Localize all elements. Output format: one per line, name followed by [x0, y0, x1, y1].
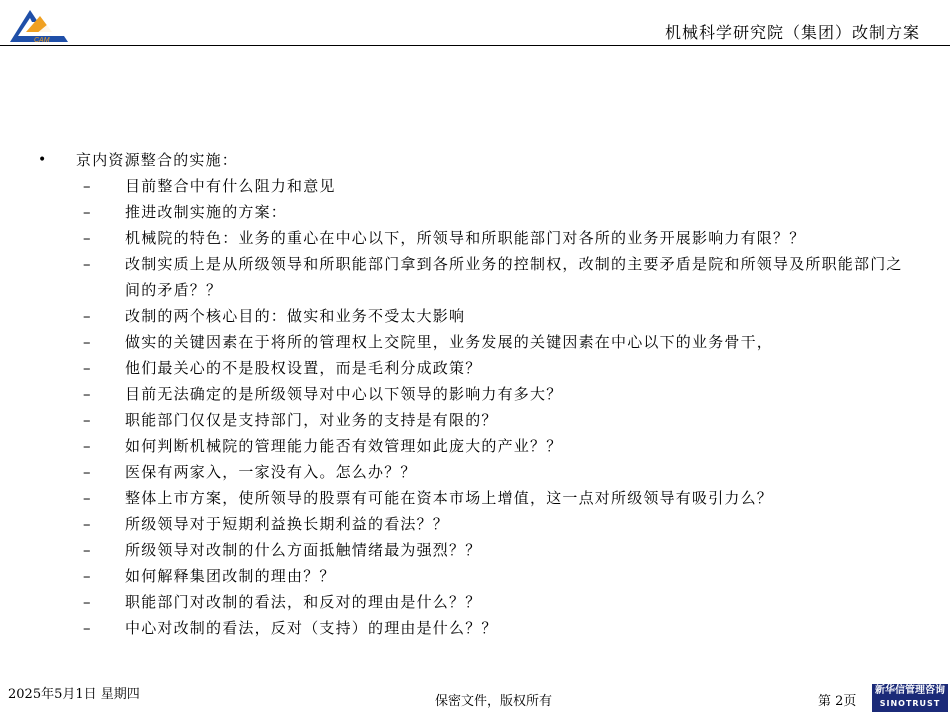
sinotrust-logo-cn: 新华信管理咨询	[875, 685, 945, 696]
bullet-icon: •	[38, 152, 48, 168]
page-number: 第 2页	[818, 694, 857, 709]
sinotrust-logo-en: SINOTRUST	[879, 699, 941, 708]
list-item-text: 如何判断机械院的管理能力能否有效管理如此庞大的产业？？	[125, 437, 563, 455]
list-item-text: 职能部门仅仅是支持部门，对业务的支持是有限的？	[125, 411, 498, 429]
dash-icon: –	[83, 567, 92, 585]
dash-icon: –	[83, 359, 92, 377]
list-item-text: 所级领导对改制的什么方面抵触情绪最为强烈？？	[125, 541, 482, 559]
logo-text: CAM	[34, 37, 50, 44]
list-item-text: 所级领导对于短期利益换长期利益的看法？？	[125, 515, 450, 533]
list-item	[38, 199, 918, 225]
list-item	[38, 589, 918, 615]
list-item-text: 目前无法确定的是所级领导对中心以下领导的影响力有多大？	[125, 385, 563, 403]
list-item	[38, 563, 918, 589]
dash-icon: –	[83, 229, 92, 247]
dash-icon: –	[83, 541, 92, 559]
list-item	[38, 615, 918, 641]
main-bullet-text: 京内资源整合的实施：	[76, 151, 239, 169]
list-item-text: 改制的两个核心目的：做实和业务不受太大影响	[125, 307, 466, 325]
dash-icon: –	[83, 437, 92, 455]
list-item	[38, 537, 918, 563]
list-item	[38, 459, 918, 485]
header-divider	[0, 45, 950, 46]
list-item-text: 整体上市方案，使所领导的股票有可能在资本市场上增值，这一点对所级领导有吸引力么？	[125, 489, 774, 507]
list-item-text: 机械院的特色：业务的重心在中心以下，所领导和所职能部门对各所的业务开展影响力有限？？	[125, 229, 806, 247]
list-item	[38, 251, 918, 303]
list-item	[38, 303, 918, 329]
dash-icon: –	[83, 333, 92, 351]
dash-icon: –	[83, 489, 92, 507]
main-bullet	[38, 147, 918, 173]
cam-logo	[8, 6, 70, 44]
list-item-text: 推进改制实施的方案：	[125, 203, 288, 221]
sinotrust-logo	[872, 684, 948, 712]
list-item-text: 职能部门对改制的看法，和反对的理由是什么？？	[125, 593, 482, 611]
dash-icon: –	[83, 385, 92, 403]
page-title: 机械科学研究院（集团）改制方案	[664, 23, 920, 42]
list-item-text: 做实的关键因素在于将所的管理权上交院里，业务发展的关键因素在中心以下的业务骨干，	[125, 333, 774, 351]
list-item-text: 目前整合中有什么阻力和意见	[125, 177, 336, 195]
list-item	[38, 433, 918, 459]
list-item	[38, 225, 918, 251]
list-item-text: 他们最关心的不是股权设置，而是毛利分成政策？	[125, 359, 482, 377]
list-item-text: 如何解释集团改制的理由？？	[125, 567, 336, 585]
list-item	[38, 329, 918, 355]
dash-icon: –	[83, 463, 92, 481]
dash-icon: –	[83, 203, 92, 221]
list-item	[38, 381, 918, 407]
dash-icon: –	[83, 411, 92, 429]
dash-icon: –	[83, 619, 92, 637]
sub-item-list	[38, 173, 918, 641]
list-item	[38, 485, 918, 511]
list-item-text: 改制实质上是从所级领导和所职能部门拿到各所业务的控制权，改制的主要矛盾是院和所领导及所职能部门之间的矛盾？？	[125, 255, 903, 299]
list-item	[38, 173, 918, 199]
dash-icon: –	[83, 255, 92, 273]
dash-icon: –	[83, 593, 92, 611]
list-item	[38, 407, 918, 433]
list-item-text: 中心对改制的看法，反对（支持）的理由是什么？？	[125, 619, 498, 637]
dash-icon: –	[83, 177, 92, 195]
list-item	[38, 511, 918, 537]
footer-date: 2025年5月1日 星期四	[8, 687, 140, 702]
slide-content	[38, 147, 918, 641]
dash-icon: –	[83, 515, 92, 533]
footer-confidential: 保密文件，版权所有	[435, 694, 553, 709]
list-item	[38, 355, 918, 381]
list-item-text: 医保有两家入，一家没有入。怎么办？？	[125, 463, 417, 481]
logo-graphic	[8, 6, 70, 44]
dash-icon: –	[83, 307, 92, 325]
